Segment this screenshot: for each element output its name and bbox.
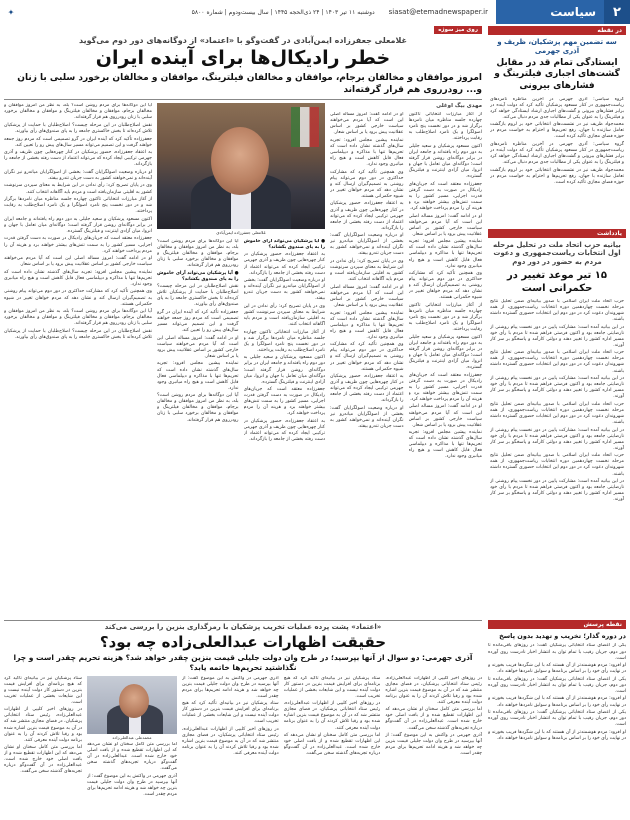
bottom-right-kicker: در دوره گذار؛ تخریب و تهدید بدون پاسخ [499,632,626,640]
bottom-headline: حقیقت اظهارات عبدالعلی‌زاده چه بود؟ [99,632,387,651]
byline: مهدی بیگ اوغلی [436,103,482,110]
paragraph: یکی از اعضای ستاد انتخاباتی پزشکیان گفت: در روزهای باقی‌مانده تا دور دوم، جریان رقیب با تمام توان به انتشار اخبار نادرست روی آورده است. [488,676,626,694]
paragraph: نقش اصلاح‌طلبان در این مرحله چیست؟ اصلاح‌طلبان با حمایت از پزشکیان تلاش کرده‌اند تا بخش خاکستری جامعه را به پای صندوق‌های رأی بیاورند. [4,328,152,340]
main-article [4,26,482,581]
paragraph: او در ادامه گفت: امروز مساله اصلی این است که آیا مردم می‌خواهند سیاست خارجی کشور بر اساس عقلانیت پیش برود یا بر اساس شعار. [330,284,404,308]
paragraph: اکنون مسعود پزشکیان و سعید جلیلی به دور دوم راه یافته‌اند و جامعه ایران در برابر دوگانه‌ای روشن قرار گرفته است؛ دوگانه‌ای میان تعامل با جهان و انزوا، میان آزادی اینترنت و فیلترینگ گسترده. [408,334,482,371]
paragraph: ستاد پزشکیان نیز در بیانیه‌ای تأکید کرد که هیچ برنامه‌ای برای افزایش قیمت بنزین در دستور کار دولت آینده نیست و این شایعات بخشی از عملیات تخریب است. [4,675,82,705]
paragraph: نماینده پیشین مجلس افزود: تجربه سال‌های گذشته نشان داده است که تحریم‌ها تنها با مذاکره و دیپلماسی فعال قابل کاهش است و هیچ راه میانبری وجود ندارد. [157,361,239,391]
highlight-question: ● آیا پزشکیان می‌تواند آرای خاموش را به پای صندوق بکشاند؟ [157,270,239,282]
paragraph: او در ادامه گفت: امروز مساله اصلی این است که آیا مردم می‌خواهند سیاست خارجی کشور بر اساس عقلانیت پیش برود یا بر اساس شعار. [157,335,239,359]
paragraph: نقش اصلاح‌طلبان در این مرحله چیست؟ اصلاح‌طلبان با حمایت از پزشکیان تلاش کرده‌اند تا بخش خاکستری جامعه را به پای صندوق‌های رأی بیاورند. [4,122,152,134]
interview-photo [157,103,325,229]
bottom-article [4,620,482,808]
paragraph: نماینده پیشین مجلس افزود: تجربه سال‌های گذشته نشان داده است که تحریم‌ها تنها با مذاکره و دیپلماسی فعال قابل کاهش است و هیچ راه میانبری وجود ندارد. [4,269,152,287]
paragraph: نماینده پیشین مجلس افزود: تجربه سال‌های گذشته نشان داده است که تحریم‌ها تنها با مذاکره و دیپلماسی فعال قابل کاهش است و هیچ راه میانبری وجود ندارد. [408,430,482,460]
paragraph: اکنون مسعود پزشکیان و سعید جلیلی به دور دوم راه یافته‌اند و جامعه ایران در برابر دوگانه‌ای روشن قرار گرفته است؛ دوگانه‌ای میان تعامل با جهان و انزوا، میان آزادی اینترنت و فیلترینگ گسترده. [408,143,482,180]
bottom-col-4 [87,742,177,808]
paragraph: در این بیانیه آمده است: مشارکت پایین در دور نخست پیام روشنی از نارضایتی جامعه بود و اکنون فرصتی فراهم شده تا مردم با رأی خود مسیر اداره کشور را تغییر دهند و دولتی کارآمد و پاسخگو بر سر کار آورند. [490,479,624,503]
paragraph: اما بررسی متن کامل سخنان او نشان می‌دهد که این اظهارات تقطیع شده و از بافت اصلی خود خارج شده است. عبدالعلی‌زاده در آن گفت‌وگو درباره تجربه‌های گذشته سخن می‌گفت. [87,741,177,772]
main-text-right [330,103,482,581]
paragraph: گروه سیاسی: آذری جهرمی در آخرین مناظره نامزدهای ریاست‌جمهوری در کنار مسعود پزشکیان تأکید کرد که دولت آینده در برابر فشارهای بیرونی و گشت‌های اجباری ارشاد ایستادگی خواهد کرد و فیلترینگ را به عنوان یکی از مطالبات جدی مردم دنبال می‌کند. [490,96,624,120]
bottom-right-body [488,643,626,811]
paragraph: از آغاز مبارزات انتخاباتی تاکنون چهارده جلسه مناظره میان نامزدها برگزار شد و در دور نخست پنج نامزد اصولگرا و یک نامزد اصلاح‌طلب به رقابت پرداختند. [4,197,152,215]
paragraph: اما بررسی متن کامل سخنان او نشان می‌دهد که این اظهارات تقطیع شده و از بافت اصلی خود خارج شده است. عبدالعلی‌زاده در آن گفت‌وگو درباره تجربه‌های گذشته سخن می‌گفت. [385,707,482,731]
bottom-photo [87,676,177,734]
newspaper-logo-icon: ✦ [7,7,15,17]
paragraph: ستاد پزشکیان نیز در بیانیه‌ای تأکید کرد که هیچ برنامه‌ای برای افزایش قیمت بنزین در دستور کار دولت آینده نیست و این شایعات بخشی از عملیات تخریب است. [283,675,381,699]
right-headline-2: ۱۵ تیر موعد تغییر در حکمرانی است [507,269,607,294]
right-kicker-2: بیانیه حزب اتحاد ملت در تحلیل مرحله اول انتخابات ریاست‌جمهوری و دعوت مردم به حضور در دور دوم [493,240,621,267]
article-tag: روی میز سوژه [434,26,482,34]
paragraph: وی همچنین تأکید کرد که مشارکت حداکثری در دور دوم می‌تواند پیام روشنی به تصمیم‌گیران ارسال کند و نشان دهد که مردم خواهان تغییر در شیوه حکمرانی هستند. [330,169,404,199]
paragraph: گروه سیاسی: آذری جهرمی در آخرین مناظره نامزدهای ریاست‌جمهوری در کنار مسعود پزشکیان تأکید کرد که دولت آینده در برابر فشارهای بیرونی و گشت‌های اجباری ارشاد ایستادگی خواهد کرد و فیلترینگ را به عنوان یکی از مطالبات جدی مردم دنبال می‌کند. [490,142,624,166]
paragraph: او درباره وضعیت اصولگرایان گفت: بخشی از اصولگرایان میانه‌رو نیز نگران آینده‌اند و نمی‌خواهند کشور به دست جریان تندرو بیفتد. [4,169,152,181]
photo-caption: غلامعلی جعفرزاده ایمن‌آبادی [216,230,266,236]
paragraph: آیا این دوگانه‌ها برای مردم روشن است؟ بله، به نظر من امروز موافقان و مخالفان برجام، موافقان و مخالفان فیلترینگ و موافقان و مخالفان برخورد سلبی با زنان رودرروی هم قرار گرفته‌اند. [157,393,239,423]
paragraph: جعفرزاده تأکید کرد که آینده ایران در گرو تصمیمی است که مردم روز جمعه خواهند گرفت و این تصمیم می‌تواند مسیر سال‌های پیش رو را تعیین کند. [157,309,239,334]
paragraph: او افزود: مردم هوشمندتر از آن هستند که با این شگردها فریب بخورند و در نهایت رأی خود را بر اساس برنامه‌ها و سوابق نامزدها خواهند داد. [488,696,626,708]
paragraph: آیا این دوگانه‌ها برای مردم روشن است؟ بله، به نظر من امروز موافقان و مخالفان برجام، موافقان و مخالفان فیلترینگ و موافقان و مخالفان برخورد سلبی با زنان رودرروی هم قرار گرفته‌اند. [157,238,239,269]
bottom-subhead: آذری جهرمی: دو سوال از آنها بپرسید؛ در طرح وان دولت جلیلی قیمت بنزین چقدر خواهد شد؟ هزینه تحریم چقدر است و چرا نگذاشتید تحریم‌ها خاتمه یابد؟ [13,653,473,672]
bottom-col-3 [182,676,279,808]
bottom-col-5 [4,676,82,808]
paragraph: او افزود: مردم هوشمندتر از آن هستند که با این شگردها فریب بخورند و در نهایت رأی خود را بر اساس برنامه‌ها و سوابق نامزدها خواهند داد. [488,729,626,741]
site-email: siasat@etemadnewspaper.ir [388,8,488,16]
paragraph: او افزود: مردم هوشمندتر از آن هستند که با این شگردها فریب بخورند و در نهایت رأی خود را بر اساس برنامه‌ها و سوابق نامزدها خواهند داد. [488,663,626,675]
main-col-4 [157,239,239,581]
paragraph: او درباره وضعیت اصولگرایان گفت: بخشی از اصولگرایان میانه‌رو نیز نگران آینده‌اند و نمی‌خواهند کشور به دست جریان تندرو بیفتد. [243,278,325,302]
paragraph: یکی از اعضای ستاد انتخاباتی پزشکیان گفت: در روزهای باقی‌مانده تا دور دوم، جریان رقیب با تمام توان به انتشار اخبار نادرست روی آورده است. [488,643,626,661]
paragraph: وی همچنین تأکید کرد که مشارکت حداکثری در دور دوم می‌تواند پیام روشنی به تصمیم‌گیران ارسال کند و نشان دهد که مردم خواهان تغییر در شیوه حکمرانی هستند. [330,342,404,372]
paragraph: او درباره وضعیت اصولگرایان گفت: بخشی از اصولگرایان میانه‌رو نیز نگران آینده‌اند و نمی‌خواهند کشور به دست جریان تندرو بیفتد. [330,233,404,257]
issue-date: دوشنبه ۱۱ تیر ۱۴۰۳ | ۲۴ ذی‌الحجه ۱۴۴۵ | سال بیست‌ودوم | شماره ۵۸۰۰ [191,8,375,16]
paragraph: در روزهای اخیر کلیپی از اظهارات عبدالعلی‌زاده، رئیس ستاد انتخاباتی پزشکیان، در فضای مجازی منتشر شد که در آن به موضوع قیمت بنزین اشاره شده بود و رقبا تلاش کردند آن را به عنوان برنامه دولت آینده معرفی کنند. [181,727,279,757]
paragraph: از آغاز مبارزات انتخاباتی تاکنون چهارده جلسه مناظره میان نامزدها برگزار شد و در دور نخست پنج نامزد اصولگرا و یک نامزد اصلاح‌طلب به رقابت پرداختند. [243,329,325,353]
paragraph: به اعتقاد جعفرزاده، حضور پزشکیان در کنار چهره‌هایی چون ظریف و آذری جهرمی ترکیبی ایجاد کرده که می‌تواند اعتماد از دست رفته بخشی از جامعه را بازگرداند. [4,150,152,168]
paragraph: جعفرزاده معتقد است که جریان‌های رادیکال در صورت به دست گرفتن قدرت اجرایی، مسیر کشور را به سمت تنش‌های بیشتر خواهند برد و هزینه آن را مردم پرداخت خواهند کرد. [408,372,482,402]
paragraph: حزب اتحاد ملت ایران اسلامی با صدور بیانیه‌ای ضمن تحلیل نتایج مرحله نخست چهاردهمین دوره انتخابات ریاست‌جمهوری، از همه شهروندان دعوت کرد در دور دوم این انتخابات حضوری گسترده داشته باشند. [490,401,624,425]
paragraph: آیا این دوگانه‌ها برای مردم روشن است؟ بله، به نظر من امروز موافقان و مخالفان برجام، موافقان و مخالفان فیلترینگ و موافقان و مخالفان برخورد سلبی با زنان رودرروی هم قرار گرفته‌اند. [4,309,152,327]
paragraph: از آغاز مبارزات انتخاباتی تاکنون چهارده جلسه مناظره میان نامزدها برگزار شد و در دور نخست پنج نامزد اصولگرا و یک نامزد اصلاح‌طلب به رقابت پرداختند. [408,302,482,333]
paragraph: آذری جهرمی در واکنش به این موضوع گفت: از آنها بپرسید در طرح وان دولت جلیلی قیمت بنزین چه خواهد شد و هزینه ادامه تحریم‌ها برای مردم چقدر است. [181,675,279,699]
paragraph: نماینده پیشین مجلس افزود: تجربه سال‌های گذشته نشان داده است که تحریم‌ها تنها با مذاکره و دیپلماسی فعال قابل کاهش است و هیچ راه میانبری وجود ندارد. [330,310,404,340]
paragraph: به اعتقاد جعفرزاده، حضور پزشکیان در کنار چهره‌هایی چون ظریف و آذری جهرمی ترکیبی ایجاد کرده که می‌تواند اعتماد از دست رفته بخشی از جامعه را بازگرداند. [243,419,325,443]
paragraph: وی همچنین تأکید کرد که مشارکت حداکثری در دور دوم می‌تواند پیام روشنی به تصمیم‌گیران ارسال کند و نشان دهد که مردم خواهان تغییر در شیوه حکمرانی هستند. [408,271,482,301]
bottom-col-2 [284,676,381,808]
paragraph: ستاد پزشکیان نیز در بیانیه‌ای تأکید کرد که هیچ برنامه‌ای برای افزایش قیمت بنزین در دستور کار دولت آینده نیست و این شایعات بخشی از عملیات تخریب است. [181,701,279,725]
paragraph: آذری جهرمی در واکنش به این موضوع گفت: از آنها بپرسید در طرح وان دولت جلیلی قیمت بنزین چه خواهد شد و هزینه ادامه تحریم‌ها برای مردم چقدر است. [87,773,177,797]
paragraph: در روزهای اخیر کلیپی از اظهارات عبدالعلی‌زاده، رئیس ستاد انتخاباتی پزشکیان، در فضای مجازی منتشر شد که در آن به موضوع قیمت بنزین اشاره شده بود و رقبا تلاش کردند آن را به عنوان برنامه دولت آینده معرفی کنند. [4,707,82,743]
paragraph: به اعتقاد جعفرزاده، حضور پزشکیان در کنار چهره‌هایی چون ظریف و آذری جهرمی ترکیبی ایجاد کرده که می‌تواند اعتماد از دست رفته بخشی از جامعه را بازگرداند. [243,252,325,276]
paragraph: محمدجواد ظریف نیز در نشست‌های انتخاباتی خود بر لزوم بازگشت تعامل سازنده با جهان، رفع تحریم‌ها و احترام به خواست مردم در حوزه فضای مجازی تأکید کرده است. [490,167,624,185]
highlight-question: ● آیا پزشکیان می‌تواند آرای خاموش را به پای صندوق بکشاند؟ [243,238,325,250]
right-headline: ایستادگی تمام قد در مقابل گشت‌های اجباری فیلترینگ و فشارهای بیرونی [494,57,620,91]
main-col-3 [244,239,326,581]
main-subhead: امروز موافقان و مخالفان برجام، موافقان و مخالفان فیلترینگ، موافقان و مخالفان برخورد سلبی با زنان و... رودرروی هم قرار گرفته‌اند [17,72,482,95]
paragraph: نقش اصلاح‌طلبان در این مرحله چیست؟ اصلاح‌طلبان با حمایت از پزشکیان تلاش کرده‌اند تا بخش خاکستری جامعه را به پای صندوق‌های رأی بیاورند. [157,284,239,308]
main-headline: خطر رادیکال‌ها برای آینده ایران [95,47,391,69]
paragraph: جعفرزاده معتقد است که جریان‌های رادیکال در صورت به دست گرفتن قدرت اجرایی، مسیر کشور را به سمت تنش‌های بیشتر خواهند برد و هزینه آن را مردم پرداخت خواهند کرد. [4,236,152,254]
bottom-col-1 [385,676,482,808]
main-center [157,103,325,581]
paragraph: نماینده پیشین مجلس افزود: تجربه سال‌های گذشته نشان داده است که تحریم‌ها تنها با مذاکره و دیپلماسی فعال قابل کاهش است و هیچ راه میانبری وجود ندارد. [330,137,404,168]
bottom-photo-caption: محمدعلی عبدالعلی‌زاده [112,734,152,740]
paragraph: وی در پایان تصریح کرد: رأی ندادن در این شرایط به معنای سپردن سرنوشت کشور به اقلیتی سازمان‌یافته است و مردم باید آگاهانه انتخاب کنند. [4,183,152,195]
paragraph: اکنون مسعود پزشکیان و سعید جلیلی به دور دوم راه یافته‌اند و جامعه ایران در برابر دوگانه‌ای روشن قرار گرفته است؛ دوگانه‌ای میان تعامل با جهان و انزوا، میان آزادی اینترنت و فیلترینگ گسترده. [243,355,325,385]
bottom-photo-block [87,676,177,808]
paragraph: او در ادامه گفت: امروز مساله اصلی این است که آیا مردم می‌خواهند سیاست خارجی کشور بر اساس عقلانیت پیش برود یا بر اساس شعار. [330,112,404,136]
paragraph: به اعتقاد جعفرزاده، حضور پزشکیان در کنار چهره‌هایی چون ظریف و آذری جهرمی ترکیبی ایجاد کرده که می‌تواند اعتماد از دست رفته بخشی از جامعه را بازگرداند. [330,201,404,231]
paragraph: در این بیانیه آمده است: مشارکت پایین در دور نخست پیام روشنی از نارضایتی جامعه بود و اکنون فرصتی فراهم شده تا مردم با رأی خود مسیر اداره کشور را تغییر دهند و دولتی کارآمد و پاسخگو بر سر کار آورند. [490,324,624,348]
bottom-right-column [488,620,626,811]
paragraph: جعفرزاده معتقد است که جریان‌های رادیکال در صورت به دست گرفتن قدرت اجرایی، مسیر کشور را به سمت تنش‌های بیشتر خواهند برد و هزینه آن را مردم پرداخت خواهند کرد. [243,387,325,417]
paragraph: وی در پایان تصریح کرد: رأی ندادن در این شرایط به معنای سپردن سرنوشت کشور به اقلیتی سازمان‌یافته است و مردم باید آگاهانه انتخاب کنند. [243,303,325,328]
paragraph: جعفرزاده معتقد است که جریان‌های رادیکال در صورت به دست گرفتن قدرت اجرایی، مسیر کشور را به سمت تنش‌های بیشتر خواهند برد و هزینه آن را مردم پرداخت خواهند کرد. [408,181,482,212]
main-col-1 [409,112,483,581]
page-header [0,0,630,24]
main-kicker: غلامعلی جعفرزاده ایمن‌آبادی در گفت‌وگو با «اعتماد» از دوگانه‌های دور دوم می‌گوید [79,36,407,45]
paragraph: در روزهای اخیر کلیپی از اظهارات عبدالعلی‌زاده، رئیس ستاد انتخاباتی پزشکیان، در فضای مجازی منتشر شد که در آن به موضوع قیمت بنزین اشاره شده بود و رقبا تلاش کردند آن را به عنوان برنامه دولت آینده معرفی کنند. [385,675,482,705]
paragraph: به اعتقاد جعفرزاده، حضور پزشکیان در کنار چهره‌هایی چون ظریف و آذری جهرمی ترکیبی ایجاد کرده که می‌تواند اعتماد از دست رفته بخشی از جامعه را بازگرداند. [330,374,404,404]
main-col-2 [330,112,404,581]
paragraph: او در ادامه گفت: امروز مساله اصلی این است که آیا مردم می‌خواهند سیاست خارجی کشور بر اساس عقلانیت پیش برود یا بر اساس شعار. [4,256,152,268]
right-kicker: سه تضمین مهم پزشکیان، ظریف و آذری جهرمی [497,38,617,55]
paragraph: در این بیانیه آمده است: مشارکت پایین در دور نخست پیام روشنی از نارضایتی جامعه بود و اکنون فرصتی فراهم شده تا مردم با رأی خود مسیر اداره کشور را تغییر دهند و دولتی کارآمد و پاسخگو بر سر کار آورند. [490,376,624,400]
paragraph: اما بررسی متن کامل سخنان او نشان می‌دهد که این اظهارات تقطیع شده و از بافت اصلی خود خارج شده است. عبدالعلی‌زاده در آن گفت‌وگو درباره تجربه‌های گذشته سخن می‌گفت. [4,745,82,775]
paragraph: او در ادامه گفت: امروز مساله اصلی این است که آیا مردم می‌خواهند سیاست خارجی کشور بر اساس عقلانیت پیش برود یا بر اساس شعار. [408,404,482,428]
right-body-2 [490,299,624,627]
bottom-kicker: «اعتماد» پشت پرده عملیات تخریب پزشکیان با رمزگذاری بنزین را بررسی می‌کند [104,623,382,631]
paragraph: اکنون مسعود پزشکیان و سعید جلیلی به دور دوم راه یافته‌اند و جامعه ایران در برابر دوگانه‌ای روشن قرار گرفته است؛ دوگانه‌ای میان تعامل با جهان و انزوا، میان آزادی اینترنت و فیلترینگ گسترده. [4,216,152,234]
section-label: سیاست [496,0,604,24]
paragraph: او در ادامه گفت: امروز مساله اصلی این است که آیا مردم می‌خواهند سیاست خارجی کشور بر اساس عقلانیت پیش برود یا بر اساس شعار. [408,213,482,237]
paragraph: وی همچنین تأکید کرد که مشارکت حداکثری در دور دوم می‌تواند پیام روشنی به تصمیم‌گیران ارسال کند و نشان دهد که مردم خواهان تغییر در شیوه حکمرانی هستند. [4,289,152,307]
right-column [488,26,626,627]
paragraph: حزب اتحاد ملت ایران اسلامی با صدور بیانیه‌ای ضمن تحلیل نتایج مرحله نخست چهاردهمین دوره انتخابات ریاست‌جمهوری، از همه شهروندان دعوت کرد در دور دوم این انتخابات حضوری گسترده داشته باشند. [490,350,624,374]
paragraph: او درباره وضعیت اصولگرایان گفت: بخشی از اصولگرایان میانه‌رو نیز نگران آینده‌اند و نمی‌خواهند کشور به دست جریان تندرو بیفتد. [330,405,404,430]
paragraph: آیا این دوگانه‌ها برای مردم روشن است؟ بله، به نظر من امروز موافقان و مخالفان برجام، موافقان و مخالفان فیلترینگ و موافقان و مخالفان برخورد سلبی با زنان رودرروی هم قرار گرفته‌اند. [4,103,152,121]
paragraph: جعفرزاده تأکید کرد که آینده ایران در گرو تصمیمی است که مردم روز جمعه خواهند گرفت و این تصمیم می‌تواند مسیر سال‌های پیش رو را تعیین کند. [4,136,152,148]
main-col-5 [4,103,152,581]
paragraph: حزب اتحاد ملت ایران اسلامی با صدور بیانیه‌ای ضمن تحلیل نتایج مرحله نخست چهاردهمین دوره انتخابات ریاست‌جمهوری، از همه شهروندان دعوت کرد در دور دوم این انتخابات حضوری گسترده داشته باشند. [490,453,624,477]
right-body [490,97,624,225]
paragraph: در روزهای اخیر کلیپی از اظهارات عبدالعلی‌زاده، رئیس ستاد انتخاباتی پزشکیان، در فضای مجازی منتشر شد که در آن به موضوع قیمت بنزین اشاره شده بود و رقبا تلاش کردند آن را به عنوان برنامه دولت آینده معرفی کنند. [283,701,381,731]
page-number: ۲ [604,0,630,24]
paragraph: اما بررسی متن کامل سخنان او نشان می‌دهد که این اظهارات تقطیع شده و از بافت اصلی خود خارج شده است. عبدالعلی‌زاده در آن گفت‌وگو درباره تجربه‌های گذشته سخن می‌گفت. [283,733,381,757]
right-column-bar-2: یادداشت [488,229,626,238]
paragraph: آذری جهرمی در واکنش به این موضوع گفت: از آنها بپرسید در طرح وان دولت جلیلی قیمت بنزین چه خواهد شد و هزینه ادامه تحریم‌ها برای مردم چقدر است. [385,733,482,757]
right-column-bar: در نقطه [488,26,626,35]
paragraph: در این بیانیه آمده است: مشارکت پایین در دور نخست پیام روشنی از نارضایتی جامعه بود و اکنون فرصتی فراهم شده تا مردم با رأی خود مسیر اداره کشور را تغییر دهند و دولتی کارآمد و پاسخگو بر سر کار آورند. [490,427,624,451]
paragraph: از آغاز مبارزات انتخاباتی تاکنون چهارده جلسه مناظره میان نامزدها برگزار شد و در دور نخست پنج نامزد اصولگرا و یک نامزد اصلاح‌طلب به رقابت پرداختند. [408,112,482,142]
paragraph: وی در پایان تصریح کرد: رأی ندادن در این شرایط به معنای سپردن سرنوشت کشور به اقلیتی سازمان‌یافته است و مردم باید آگاهانه انتخاب کنند. [330,259,404,283]
bottom-right-bar: نقطه پرسش [488,620,626,629]
paragraph: حزب اتحاد ملت ایران اسلامی با صدور بیانیه‌ای ضمن تحلیل نتایج مرحله نخست چهاردهمین دوره انتخابات ریاست‌جمهوری، از همه شهروندان دعوت کرد در دور دوم این انتخابات حضوری گسترده داشته باشند. [490,298,624,322]
paragraph: یکی از اعضای ستاد انتخاباتی پزشکیان گفت: در روزهای باقی‌مانده تا دور دوم، جریان رقیب با تمام توان به انتشار اخبار نادرست روی آورده است. [488,710,626,728]
paragraph: نماینده پیشین مجلس افزود: تجربه سال‌های گذشته نشان داده است که تحریم‌ها تنها با مذاکره و دیپلماسی فعال قابل کاهش است و هیچ راه میانبری وجود ندارد. [408,239,482,269]
paragraph: محمدجواد ظریف نیز در نشست‌های انتخاباتی خود بر لزوم بازگشت تعامل سازنده با جهان، رفع تحریم‌ها و احترام به خواست مردم در حوزه فضای مجازی تأکید کرده است. [490,122,624,140]
